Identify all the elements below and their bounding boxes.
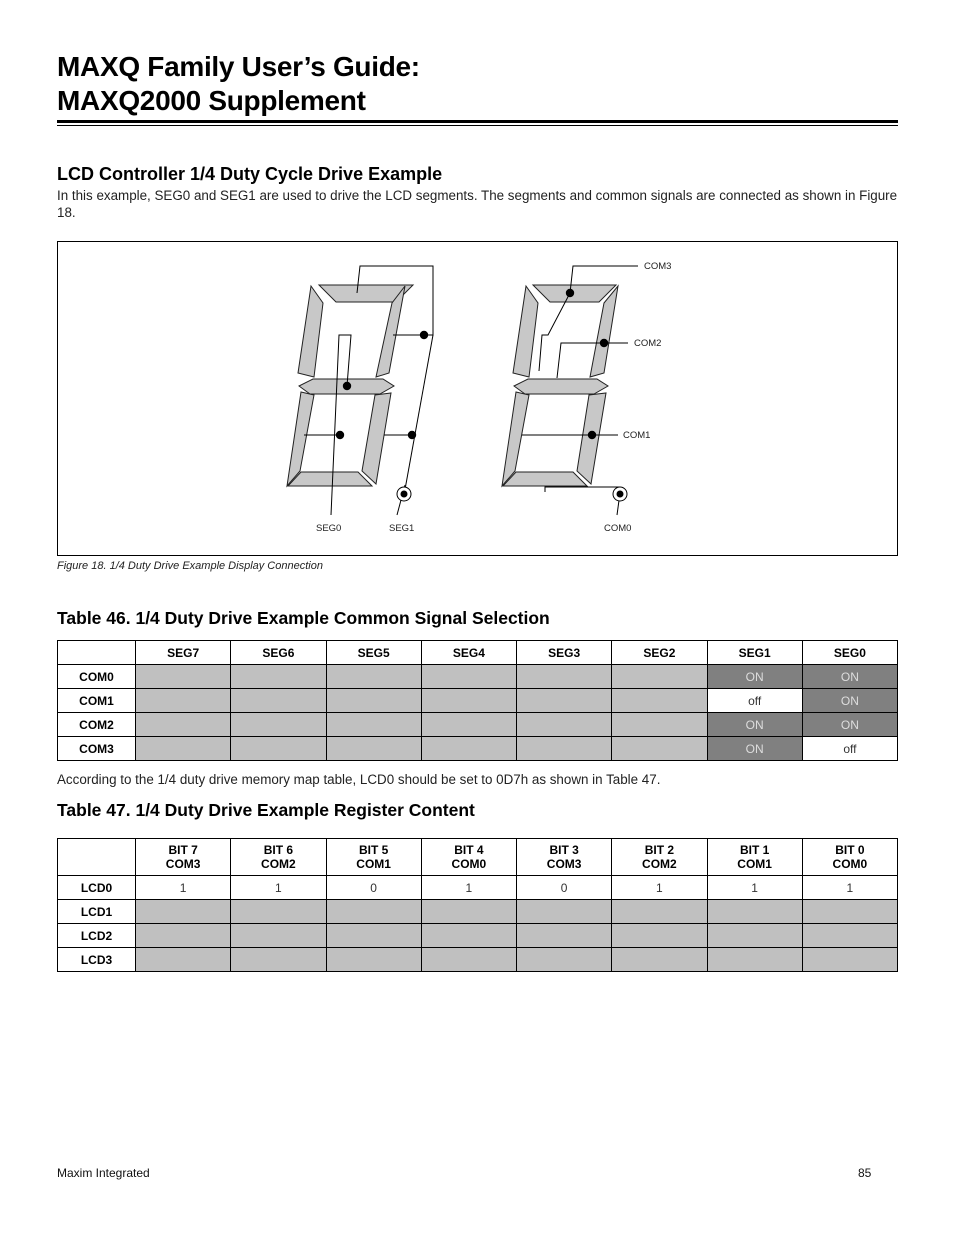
unused-cell xyxy=(612,900,707,924)
figure-caption: Figure 18. 1/4 Duty Drive Example Display Connection xyxy=(57,560,323,572)
com-label: COM1 xyxy=(737,857,772,871)
bit-value: 1 xyxy=(136,876,231,900)
table-row xyxy=(58,900,898,924)
unused-cell xyxy=(802,924,897,948)
unused-cell xyxy=(326,924,421,948)
bit-label: BIT 1 xyxy=(739,843,770,857)
state-cell: ON xyxy=(802,689,897,713)
row-label: COM3 xyxy=(58,737,136,761)
row-label: LCD1 xyxy=(58,900,136,924)
row-label: COM0 xyxy=(58,665,136,689)
bit-label: BIT 3 xyxy=(549,843,579,857)
table-row xyxy=(58,713,898,737)
table-header-row xyxy=(58,839,898,876)
unused-cell xyxy=(326,948,421,972)
state-cell: ON xyxy=(707,737,802,761)
digit2-dot-a xyxy=(566,289,574,297)
table-row xyxy=(58,665,898,689)
unused-cell xyxy=(421,900,516,924)
digit2-seg-f xyxy=(513,286,538,377)
table47-title: Table 47. 1/4 Duty Drive Example Register Content xyxy=(57,800,475,820)
digit1-dot-g xyxy=(343,382,351,390)
table-row xyxy=(58,876,898,900)
label-seg1: SEG1 xyxy=(389,523,415,534)
unused-cell xyxy=(231,713,326,737)
column-header: SEG6 xyxy=(231,641,326,665)
column-header xyxy=(136,839,231,876)
document-title xyxy=(57,50,420,118)
unused-cell xyxy=(136,689,231,713)
unused-cell xyxy=(421,924,516,948)
unused-cell xyxy=(326,713,421,737)
com-label: COM0 xyxy=(451,857,487,871)
com-label: COM3 xyxy=(165,857,201,871)
bit-label: BIT 0 xyxy=(835,843,865,857)
unused-cell xyxy=(231,689,326,713)
bit-value: 1 xyxy=(802,876,897,900)
row-label: LCD0 xyxy=(58,876,136,900)
intro-paragraph: In this example, SEG0 and SEG1 are used to drive the LCD segments. The segments and common signals are connected as shown in Figure 18. xyxy=(57,188,898,220)
digit1-seg-c xyxy=(362,393,391,484)
unused-cell xyxy=(517,948,612,972)
state-cell: ON xyxy=(802,713,897,737)
label-com1: COM1 xyxy=(623,430,651,441)
unused-cell xyxy=(707,948,802,972)
column-header: SEG7 xyxy=(136,641,231,665)
row-label: LCD3 xyxy=(58,948,136,972)
unused-cell xyxy=(326,689,421,713)
unused-cell xyxy=(231,900,326,924)
digit2-dot-b xyxy=(600,339,608,347)
unused-cell xyxy=(231,924,326,948)
column-header xyxy=(421,839,516,876)
unused-cell xyxy=(136,737,231,761)
bit-label: BIT 5 xyxy=(358,843,389,857)
com-label: COM2 xyxy=(261,857,296,871)
column-header xyxy=(707,839,802,876)
unused-cell xyxy=(517,737,612,761)
unused-cell xyxy=(326,900,421,924)
column-header xyxy=(326,839,421,876)
bit-value: 1 xyxy=(231,876,326,900)
state-cell: ON xyxy=(707,713,802,737)
unused-cell xyxy=(802,900,897,924)
table47 xyxy=(57,838,898,972)
bit-value: 1 xyxy=(707,876,802,900)
seg1-terminal xyxy=(397,487,411,501)
unused-cell xyxy=(612,713,707,737)
table-row xyxy=(58,737,898,761)
bit-value: 1 xyxy=(421,876,516,900)
table-row xyxy=(58,948,898,972)
footer-company: Maxim Integrated xyxy=(57,1166,150,1180)
digit2-dot-c xyxy=(588,431,596,439)
unused-cell xyxy=(517,924,612,948)
unused-cell xyxy=(421,737,516,761)
unused-cell xyxy=(421,689,516,713)
corner-cell xyxy=(58,839,136,876)
figure-18 xyxy=(57,241,898,556)
unused-cell xyxy=(136,948,231,972)
unused-cell xyxy=(612,737,707,761)
label-com2: COM2 xyxy=(634,338,662,349)
column-header: SEG0 xyxy=(802,641,897,665)
bit-label: BIT 7 xyxy=(168,843,198,857)
label-com0: COM0 xyxy=(604,523,632,534)
unused-cell xyxy=(136,900,231,924)
bit-label: BIT 6 xyxy=(263,843,294,857)
digit2-seg-g xyxy=(514,379,608,394)
unused-cell xyxy=(136,713,231,737)
unused-cell xyxy=(802,948,897,972)
bit-label: BIT 4 xyxy=(454,843,484,857)
unused-cell xyxy=(326,665,421,689)
unused-cell xyxy=(231,948,326,972)
bit-value: 0 xyxy=(517,876,612,900)
digit1-seg-d xyxy=(288,472,372,486)
unused-cell xyxy=(231,737,326,761)
state-cell: ON xyxy=(707,665,802,689)
unused-cell xyxy=(612,948,707,972)
unused-cell xyxy=(517,689,612,713)
digit1-seg-f xyxy=(298,286,323,377)
column-header: SEG4 xyxy=(421,641,516,665)
com-label: COM2 xyxy=(642,857,677,871)
unused-cell xyxy=(612,665,707,689)
row-label: COM1 xyxy=(58,689,136,713)
column-header: SEG1 xyxy=(707,641,802,665)
table-row xyxy=(58,924,898,948)
unused-cell xyxy=(612,689,707,713)
title-rule xyxy=(57,120,898,126)
digit1-dot-b xyxy=(420,331,428,339)
bit-value: 0 xyxy=(326,876,421,900)
row-label: LCD2 xyxy=(58,924,136,948)
column-header: SEG3 xyxy=(517,641,612,665)
bit-label: BIT 2 xyxy=(644,843,675,857)
com-label: COM0 xyxy=(832,857,868,871)
digit2-seg-d xyxy=(503,472,587,486)
column-header xyxy=(802,839,897,876)
table46 xyxy=(57,640,898,761)
unused-cell xyxy=(707,924,802,948)
unused-cell xyxy=(136,924,231,948)
column-header: SEG2 xyxy=(612,641,707,665)
row-label: COM2 xyxy=(58,713,136,737)
unused-cell xyxy=(421,713,516,737)
document-title-line2: MAXQ2000 Supplement xyxy=(57,85,366,116)
unused-cell xyxy=(421,948,516,972)
digit1-dot-c xyxy=(408,431,416,439)
table-row xyxy=(58,689,898,713)
unused-cell xyxy=(517,665,612,689)
unused-cell xyxy=(326,737,421,761)
state-cell: off xyxy=(707,689,802,713)
column-header xyxy=(612,839,707,876)
label-seg0: SEG0 xyxy=(316,523,342,534)
com-label: COM3 xyxy=(546,857,582,871)
column-header: SEG5 xyxy=(326,641,421,665)
column-header xyxy=(231,839,326,876)
unused-cell xyxy=(136,665,231,689)
unused-cell xyxy=(517,900,612,924)
document-title-line1: MAXQ Family User’s Guide: xyxy=(57,51,420,82)
state-cell: off xyxy=(802,737,897,761)
column-header xyxy=(517,839,612,876)
digit2-seg-a xyxy=(533,285,616,302)
unused-cell xyxy=(231,665,326,689)
page-number: 85 xyxy=(858,1166,872,1180)
com0-terminal xyxy=(613,487,627,501)
unused-cell xyxy=(421,665,516,689)
digit1-dot-e xyxy=(336,431,344,439)
table-header-row xyxy=(58,641,898,665)
corner-cell xyxy=(58,641,136,665)
unused-cell xyxy=(517,713,612,737)
table46-title: Table 46. 1/4 Duty Drive Example Common Signal Selection xyxy=(57,608,550,628)
seven-segment-diagram xyxy=(58,242,897,555)
state-cell: ON xyxy=(802,665,897,689)
bit-value: 1 xyxy=(612,876,707,900)
com-label: COM1 xyxy=(356,857,391,871)
unused-cell xyxy=(612,924,707,948)
unused-cell xyxy=(707,900,802,924)
label-com3: COM3 xyxy=(644,261,672,272)
body-paragraph: According to the 1/4 duty drive memory map table, LCD0 should be set to 0D7h as shown in Table 47. xyxy=(57,772,661,787)
section-heading: LCD Controller 1/4 Duty Cycle Drive Example xyxy=(57,164,443,184)
